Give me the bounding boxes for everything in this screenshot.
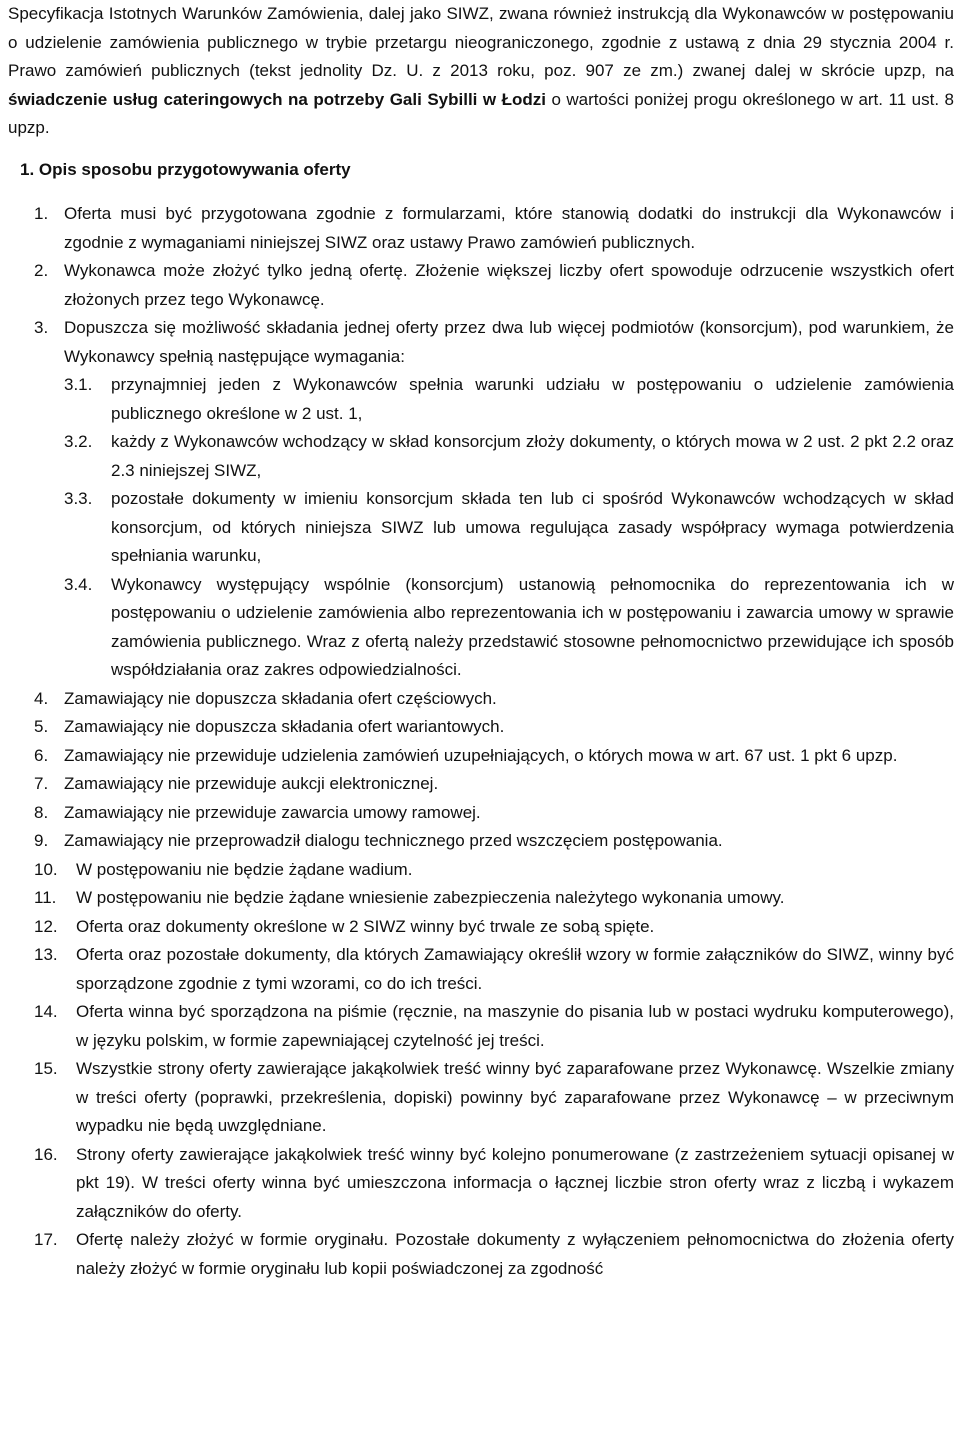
list-item xyxy=(8,685,954,714)
section-heading: 1. Opis sposobu przygotowywania oferty xyxy=(20,159,351,179)
sub-item-text: Wykonawcy występujący wspólnie (konsorcjum) ustanowią pełnomocnika do reprezentowania ich w postępowaniu o udzielenie zamówienia albo reprezentowania ich w postępowaniu i zawarcia umowy w sprawie zamówienia publicznego. Wraz z ofertą należy przedstawić stosowne pełnomocnictwo przewidujące ich sposób współdziałania oraz zakres odpowiedzialności. xyxy=(111,574,954,679)
intro-text-part1: Specyfikacja Istotnych Warunków Zamówienia, dalej jako SIWZ, zwana również instrukcją dla Wykonawców w postępowaniu o udzielenie zamówienia publicznego w trybie przetargu nieograniczonego, zgodnie z ustawą z dnia 29 stycznia 2004 r. Prawo zamówień publicznych (tekst jednolity Dz. U. z 2013 roku, poz. 907 ze zm.) zwanej dalej w skrócie upzp, na xyxy=(8,4,954,80)
item-text: W postępowaniu nie będzie żądane wadium. xyxy=(76,859,413,879)
item-text: Strony oferty zawierające jakąkolwiek treść winny być kolejno ponumerowane (z zastrzeżeniem sytuacji opisanej w pkt 19). W treści oferty winna być umieszczona informacja o łącznej liczbie stron oferty wraz z liczbą i wykazem załączników do oferty. xyxy=(76,1144,954,1221)
item-text: Oferta oraz dokumenty określone w 2 SIWZ winny być trwale ze sobą spięte. xyxy=(76,916,655,936)
list-item xyxy=(8,200,954,257)
sub-list-item xyxy=(8,571,954,685)
intro-paragraph xyxy=(8,0,954,143)
list-item xyxy=(8,1141,954,1227)
sub-list-item xyxy=(8,485,954,571)
list-item xyxy=(8,770,954,799)
item-number: 12. xyxy=(34,916,58,936)
item-text: W postępowaniu nie będzie żądane wniesienie zabezpieczenia należytego wykonania umowy. xyxy=(76,888,785,907)
item-number: 4. xyxy=(34,688,49,708)
list-item xyxy=(8,314,954,371)
list-item xyxy=(8,1055,954,1141)
sub-item-number: 3.1. xyxy=(64,375,93,394)
list-item xyxy=(8,941,954,998)
item-number: 3. xyxy=(34,318,49,337)
item-number: 5. xyxy=(34,717,49,736)
list-item xyxy=(8,827,954,856)
item-text: Oferta musi być przygotowana zgodnie z formularzami, które stanowią dodatki do instrukcji dla Wykonawców i zgodnie z wymaganiami niniejszej SIWZ oraz ustawy Prawo zamówień publicznych. xyxy=(64,204,954,252)
item-number: 1. xyxy=(34,204,49,223)
sub-item-number: 3.2. xyxy=(64,432,93,451)
item-text: Wykonawca może złożyć tylko jedną ofertę. Złożenie większej liczby ofert spowoduje odrzucenie wszystkich ofert złożonych przez tego Wykonawcę. xyxy=(64,261,954,309)
item-number: 7. xyxy=(34,774,49,793)
item-number: 8. xyxy=(34,802,49,822)
sub-item-text: przynajmniej jeden z Wykonawców spełnia warunki udziału w postępowaniu o udzielenie zamówienia publicznego określone w 2 ust. 1, xyxy=(111,375,954,423)
item-text: Oferta oraz pozostałe dokumenty, dla których Zamawiający określił wzory w formie załączników do SIWZ, winny być sporządzone zgodnie z tymi wzorami, co do ich treści. xyxy=(76,945,954,993)
item-text: Dopuszcza się możliwość składania jednej oferty przez dwa lub więcej podmiotów (konsorcjum), pod warunkiem, że Wykonawcy spełnią następujące wymagania: xyxy=(64,318,954,366)
item-number: 9. xyxy=(34,831,49,850)
list-item xyxy=(8,742,954,771)
item-text: Zamawiający nie dopuszcza składania ofert częściowych. xyxy=(64,688,497,708)
item-number: 15. xyxy=(34,1059,58,1078)
intro-text-part2: o wartości poniżej progu określonego w art. 11 ust. 8 upzp. xyxy=(8,89,954,137)
list-item xyxy=(8,257,954,314)
sub-list-item xyxy=(8,428,954,485)
item-text: Zamawiający nie dopuszcza składania ofert wariantowych. xyxy=(64,717,505,736)
list-item xyxy=(8,998,954,1055)
item-text: Zamawiający nie przewiduje zawarcia umowy ramowej. xyxy=(64,802,481,822)
item-number: 2. xyxy=(34,261,49,280)
item-text: Zamawiający nie przeprowadził dialogu technicznego przed wszczęciem postępowania. xyxy=(64,831,723,850)
sub-item-text: każdy z Wykonawców wchodzący w skład konsorcjum złoży dokumenty, o których mowa w 2 ust. 2 pkt 2.2 oraz 2.3 niniejszej SIWZ, xyxy=(111,432,954,480)
list-item xyxy=(8,799,954,828)
sub-list-item xyxy=(8,371,954,428)
item-number: 17. xyxy=(34,1230,58,1249)
item-number: 11. xyxy=(34,888,57,907)
list-item xyxy=(8,913,954,942)
item-text: Zamawiający nie przewiduje udzielenia zamówień uzupełniających, o których mowa w art. 67 ust. 1 pkt 6 upzp. xyxy=(64,745,898,765)
item-number: 6. xyxy=(34,745,49,765)
sub-item-text: pozostałe dokumenty w imieniu konsorcjum składa ten lub ci spośród Wykonawców wchodzących w skład konsorcjum, od których niniejsza SIWZ lub umowa regulująca zasady współpracy wymaga potwierdzenia spełniania warunku, xyxy=(111,489,954,565)
list-item xyxy=(8,856,954,885)
item-number: 14. xyxy=(34,1002,58,1021)
sub-item-number: 3.4. xyxy=(64,574,93,594)
item-text: Wszystkie strony oferty zawierające jakąkolwiek treść winny być zaparafowane przez Wykonawcę. Wszelkie zmiany w treści oferty (poprawki, przekreślenia, dopiski) powinny być zaparafowane przez Wykonawcę – w przeciwnym wypadku nie będą uwzględniane. xyxy=(76,1059,954,1135)
list-item xyxy=(8,884,954,913)
item-text: Zamawiający nie przewiduje aukcji elektronicznej. xyxy=(64,774,439,793)
item-number: 16. xyxy=(34,1144,58,1164)
item-text: Oferta winna być sporządzona na piśmie (ręcznie, na maszynie do pisania lub w postaci wydruku komputerowego), w języku polskim, w formie zapewniającej czytelność jej treści. xyxy=(76,1002,954,1050)
list-item xyxy=(8,713,954,742)
sub-item-number: 3.3. xyxy=(64,489,93,508)
item-number: 13. xyxy=(34,945,58,964)
item-number: 10. xyxy=(34,859,58,879)
intro-text-bold: świadczenie usług cateringowych na potrzeby Gali Sybilli w Łodzi xyxy=(8,89,546,109)
list-item xyxy=(8,1226,954,1283)
item-text: Ofertę należy złożyć w formie oryginału. Pozostałe dokumenty z wyłączeniem pełnomocnictwa do złożenia oferty należy złożyć w formie oryginału lub kopii poświadczonej za zgodność xyxy=(76,1230,954,1278)
main-list xyxy=(8,200,954,1283)
